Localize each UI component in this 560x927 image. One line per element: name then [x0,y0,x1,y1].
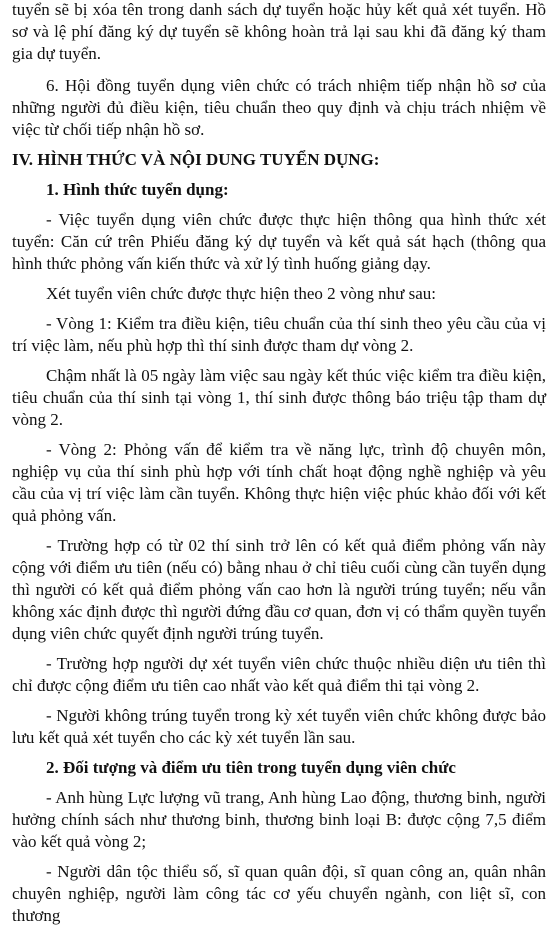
paragraph-round-1: - Vòng 1: Kiểm tra điều kiện, tiêu chuẩn của thí sinh theo yêu cầu của vị trí việc làm, nếu phù hợp thì thí sinh được tham dự vòng 2. [12,314,546,355]
paragraph-no-reserve: - Người không trúng tuyển trong kỳ xét tuyển viên chức không được bảo lưu kết quả xét tuyển cho các kỳ xét tuyển lần sau. [12,706,546,747]
paragraph-ethnic-priority: - Người dân tộc thiểu số, sĩ quan quân đội, sĩ quan công an, quân nhân chuyên nghiệp, người làm công tác cơ yếu chuyển ngành, con liệt sĩ, con thương [12,862,546,925]
paragraph-continuation: tuyển sẽ bị xóa tên trong danh sách dự tuyển hoặc hủy kết quả xét tuyển. Hồ sơ và lệ phí đăng ký dự tuyển sẽ không hoàn trả lại sau khi đã đăng ký tham gia dự tuyển. [12,0,546,63]
paragraph-tie-break: - Trường hợp có từ 02 thí sinh trở lên có kết quả điểm phỏng vấn này cộng với điểm ưu tiên (nếu có) bằng nhau ở chỉ tiêu cuối cùng cần tuyển dụng thì người có kết quả điểm phỏng vấn cao hơn là người trúng tuyển; nếu vẫn không xác định được thì người đứng đầu cơ quan, đơn vị có thẩm quyền tuyển dụng viên chức quyết định người trúng tuyển. [12,536,546,643]
paragraph-notice: Chậm nhất là 05 ngày làm việc sau ngày kết thúc việc kiểm tra điều kiện, tiêu chuẩn của thí sinh tại vòng 1, thí sinh được thông báo triệu tập tham dự vòng 2. [12,366,546,429]
paragraph-two-rounds: Xét tuyển viên chức được thực hiện theo 2 vòng như sau: [46,284,437,303]
paragraph-round-2: - Vòng 2: Phỏng vấn để kiểm tra về năng lực, trình độ chuyên môn, nghiệp vụ của thí sinh phù hợp với tính chất hoạt động nghề nghiệp và yêu cầu của vị trí việc làm cần tuyển. Không thực hiện việc phúc khảo đối với kết quả phỏng vấn. [12,440,546,525]
paragraph-multiple-priority: - Trường hợp người dự xét tuyển viên chức thuộc nhiều diện ưu tiên thì chỉ được cộng điểm ưu tiên cao nhất vào kết quả điểm thi tại vòng 2. [12,654,546,695]
paragraph-heroes-priority: - Anh hùng Lực lượng vũ trang, Anh hùng Lao động, thương binh, người hưởng chính sách như thương binh, thương binh loại B: được cộng 7,5 điểm vào kết quả vòng 2; [12,788,546,851]
paragraph-item-6: 6. Hội đồng tuyển dụng viên chức có trách nhiệm tiếp nhận hồ sơ của những người đủ điều kiện, tiêu chuẩn theo quy định và chịu trách nhiệm về việc từ chối tiếp nhận hồ sơ. [12,76,546,139]
paragraph-recruitment-method: - Việc tuyển dụng viên chức được thực hiện thông qua hình thức xét tuyển: Căn cứ trên Phiếu đăng ký dự tuyển và kết quả sát hạch (thông qua hình thức phỏng vấn kiến thức và xử lý tình huống giảng dạy. [12,210,546,273]
section-heading-iv: IV. HÌNH THỨC VÀ NỘI DUNG TUYỂN DỤNG: [12,150,380,169]
subheading-priority-subjects: 2. Đối tượng và điểm ưu tiên trong tuyển dụng viên chức [46,758,456,777]
subheading-recruitment-form: 1. Hình thức tuyển dụng: [46,180,229,199]
